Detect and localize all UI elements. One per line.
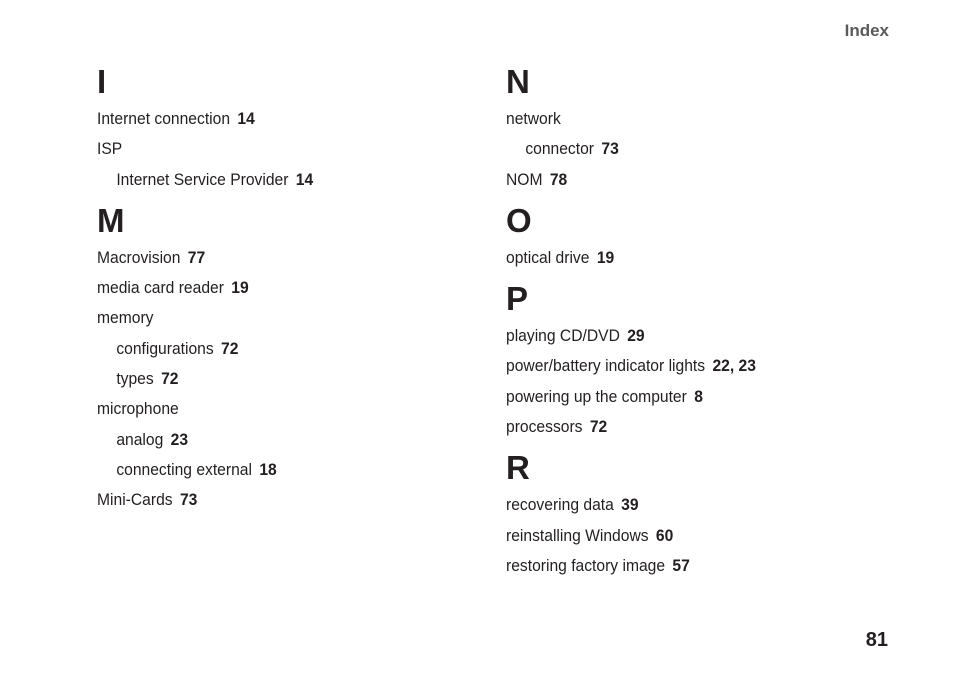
- page-ref[interactable]: 23: [738, 356, 756, 376]
- index-entry: [506, 351, 865, 381]
- index-entry: [97, 104, 456, 134]
- index-term: Mini-Cards: [97, 490, 173, 510]
- page-ref-group: [161, 369, 178, 388]
- section-letter: R: [506, 449, 530, 487]
- page-ref-group: [180, 490, 197, 509]
- index-entry: [506, 551, 865, 581]
- index-term: Internet connection: [97, 109, 231, 128]
- index-entry: [506, 412, 865, 442]
- index-subentry: [97, 334, 456, 364]
- index-entry: [506, 104, 865, 134]
- index-entry: [506, 382, 865, 412]
- index-term: NOM: [506, 169, 543, 189]
- section-letter: I: [97, 63, 107, 100]
- page-ref[interactable]: 14: [295, 169, 314, 189]
- index-subentry: [97, 455, 456, 485]
- page-ref[interactable]: 22: [712, 356, 730, 376]
- page-ref-group: [296, 170, 313, 189]
- section-letter: O: [506, 201, 532, 239]
- index-term: playing CD/DVD: [506, 326, 620, 346]
- index-term: ISP: [97, 139, 123, 159]
- index-term: memory: [97, 308, 154, 328]
- page-ref-group: [712, 356, 756, 375]
- section-letter: M: [97, 201, 125, 239]
- index-term: configurations: [116, 338, 214, 358]
- index-entry: [97, 243, 456, 273]
- index-section: [97, 60, 487, 195]
- page-ref-group: [259, 460, 276, 479]
- page-ref[interactable]: 72: [589, 417, 608, 437]
- page-ref[interactable]: 23: [170, 429, 189, 449]
- page-ref-group: [656, 526, 673, 545]
- index-section: [506, 60, 896, 195]
- index-entry: [506, 490, 865, 520]
- page-ref-group: [597, 248, 614, 267]
- page-ref-group: [672, 556, 689, 575]
- page-ref[interactable]: 39: [621, 495, 639, 515]
- page-ref[interactable]: 73: [179, 490, 198, 510]
- page-ref-group: [231, 278, 248, 297]
- page-ref-group: [221, 339, 238, 358]
- index-entry: [506, 243, 865, 273]
- page-ref-separator: ,: [729, 356, 739, 376]
- index-entry: [97, 485, 456, 515]
- index-section: [506, 199, 896, 273]
- page-ref[interactable]: 72: [221, 338, 239, 358]
- page-ref-group: [601, 139, 618, 158]
- page-ref-group: [188, 248, 205, 267]
- page-ref[interactable]: 18: [259, 459, 277, 479]
- index-term: recovering data: [506, 495, 614, 515]
- page-ref[interactable]: 57: [672, 555, 690, 575]
- index-term: connecting external: [116, 459, 252, 479]
- page-ref[interactable]: 19: [596, 247, 615, 267]
- index-term: types: [116, 369, 154, 389]
- page-ref[interactable]: 60: [655, 525, 674, 545]
- page-ref[interactable]: 29: [627, 326, 645, 346]
- index-section: [97, 199, 487, 516]
- page-ref-group: [237, 109, 254, 128]
- index-column-right: [506, 60, 896, 581]
- index-entry: [97, 273, 456, 303]
- page-ref[interactable]: 72: [161, 369, 179, 389]
- page-ref-group: [171, 430, 188, 449]
- index-term: Macrovision: [97, 247, 181, 267]
- page-ref[interactable]: 8: [694, 386, 703, 406]
- page-ref-group: [621, 495, 638, 514]
- running-header: Index: [844, 21, 889, 40]
- page-number: 81: [865, 629, 888, 651]
- index-entry: [506, 321, 865, 351]
- index-term: media card reader: [97, 278, 224, 298]
- page-ref-group: [694, 387, 703, 406]
- index-subentry: [506, 134, 865, 164]
- index-term: network: [506, 109, 561, 128]
- index-term: Internet Service Provider: [116, 169, 289, 189]
- index-entry: [506, 521, 865, 551]
- index-entry: [97, 303, 456, 333]
- page-ref[interactable]: 77: [187, 247, 206, 267]
- index-subentry: [97, 165, 456, 195]
- page-ref-group: [590, 417, 607, 436]
- index-term: reinstalling Windows: [506, 525, 649, 545]
- index-subentry: [97, 364, 456, 394]
- index-entry: [97, 394, 456, 424]
- index-entry: [97, 134, 456, 164]
- index-section: [506, 277, 896, 442]
- index-term: restoring factory image: [506, 555, 666, 575]
- index-term: processors: [506, 417, 583, 437]
- page-ref[interactable]: 19: [231, 278, 249, 298]
- section-letter: N: [506, 63, 530, 100]
- index-term: optical drive: [506, 247, 590, 267]
- section-letter: P: [506, 280, 529, 318]
- index-term: connector: [525, 139, 595, 159]
- page-ref-group: [627, 326, 644, 345]
- index-term: power/battery indicator lights: [506, 356, 706, 376]
- index-column-left: [97, 60, 487, 516]
- page-ref-group: [550, 170, 567, 189]
- page-ref[interactable]: 73: [601, 139, 619, 159]
- index-term: powering up the computer: [506, 386, 687, 406]
- page-ref[interactable]: 14: [237, 109, 255, 128]
- index-entry: [506, 165, 865, 195]
- index-term: microphone: [97, 399, 179, 419]
- page-ref[interactable]: 78: [549, 169, 568, 189]
- index-term: analog: [116, 429, 164, 449]
- index-subentry: [97, 425, 456, 455]
- index-section: [506, 446, 896, 581]
